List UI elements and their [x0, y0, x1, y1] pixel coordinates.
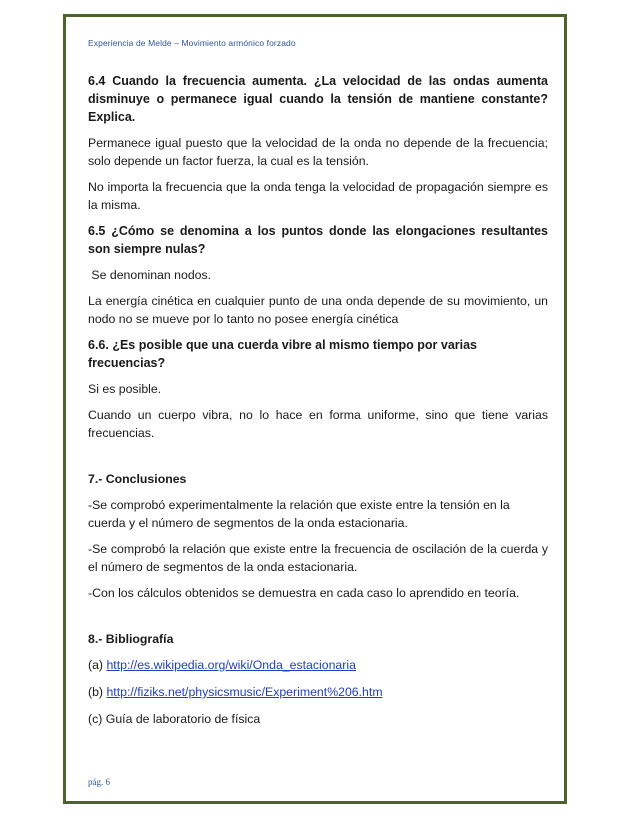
bibliography-ref-b [88, 683, 548, 701]
conclusion-item-2: -Se comprobó la relación que existe entre la frecuencia de oscilación de la cuerda y el número de segmentos de la onda estacionaria. [88, 542, 548, 574]
bibliography-heading: 8.- Bibliografía [88, 632, 174, 646]
answer-6-4-paragraph-2: No importa la frecuencia que la onda tenga la velocidad de propagación siempre es la misma. [88, 180, 548, 212]
question-6-6: 6.6. ¿Es posible que una cuerda vibre al mismo tiempo por varias frecuencias? [88, 338, 478, 370]
answer-6-6-paragraph-2: Cuando un cuerpo vibra, no lo hace en forma uniforme, sino que tiene varias frecuencias. [88, 408, 548, 440]
conclusion-item-1: -Se comprobó experimentalmente la relación que existe entre la tensión en la cuerda y el número de segmentos de la onda estacionaria. [88, 498, 510, 530]
question-6-5: 6.5 ¿Cómo se denomina a los puntos donde las elongaciones resultantes son siempre nulas? [88, 224, 548, 256]
document-body [88, 72, 548, 737]
conclusions-heading: 7.- Conclusiones [88, 472, 187, 486]
ref-a-prefix: (a) [88, 658, 107, 672]
bibliography-ref-c: (c) Guía de laboratorio de física [88, 712, 261, 726]
bibliography-ref-a [88, 656, 548, 674]
conclusion-item-3: -Con los cálculos obtenidos se demuestra en cada caso lo aprendido en teoría. [88, 586, 520, 600]
ref-a-link[interactable]: http://es.wikipedia.org/wiki/Onda_estacionaria [106, 658, 356, 672]
answer-6-6-paragraph-1: Si es posible. [88, 382, 162, 396]
answer-6-5-paragraph-2: La energía cinética en cualquier punto de una onda depende de su movimiento, un nodo no se mueve por lo tanto no posee energía cinética [88, 294, 548, 326]
page-number: pág. 6 [88, 777, 110, 787]
question-6-4: 6.4 Cuando la frecuencia aumenta. ¿La velocidad de las ondas aumenta disminuye o permanece igual cuando la tensión de mantiene constante? Explica. [88, 74, 548, 124]
answer-6-4-paragraph-1: Permanece igual puesto que la velocidad de la onda no depende de la frecuencia; solo depende un factor fuerza, la cual es la tensión. [88, 136, 548, 168]
ref-b-prefix: (b) [88, 685, 107, 699]
ref-b-link[interactable]: http://fiziks.net/physicsmusic/Experiment%206.htm [106, 685, 383, 699]
answer-6-5-paragraph-1: Se denominan nodos. [88, 268, 212, 282]
running-header: Experiencia de Melde – Movimiento armónico forzado [88, 38, 296, 48]
